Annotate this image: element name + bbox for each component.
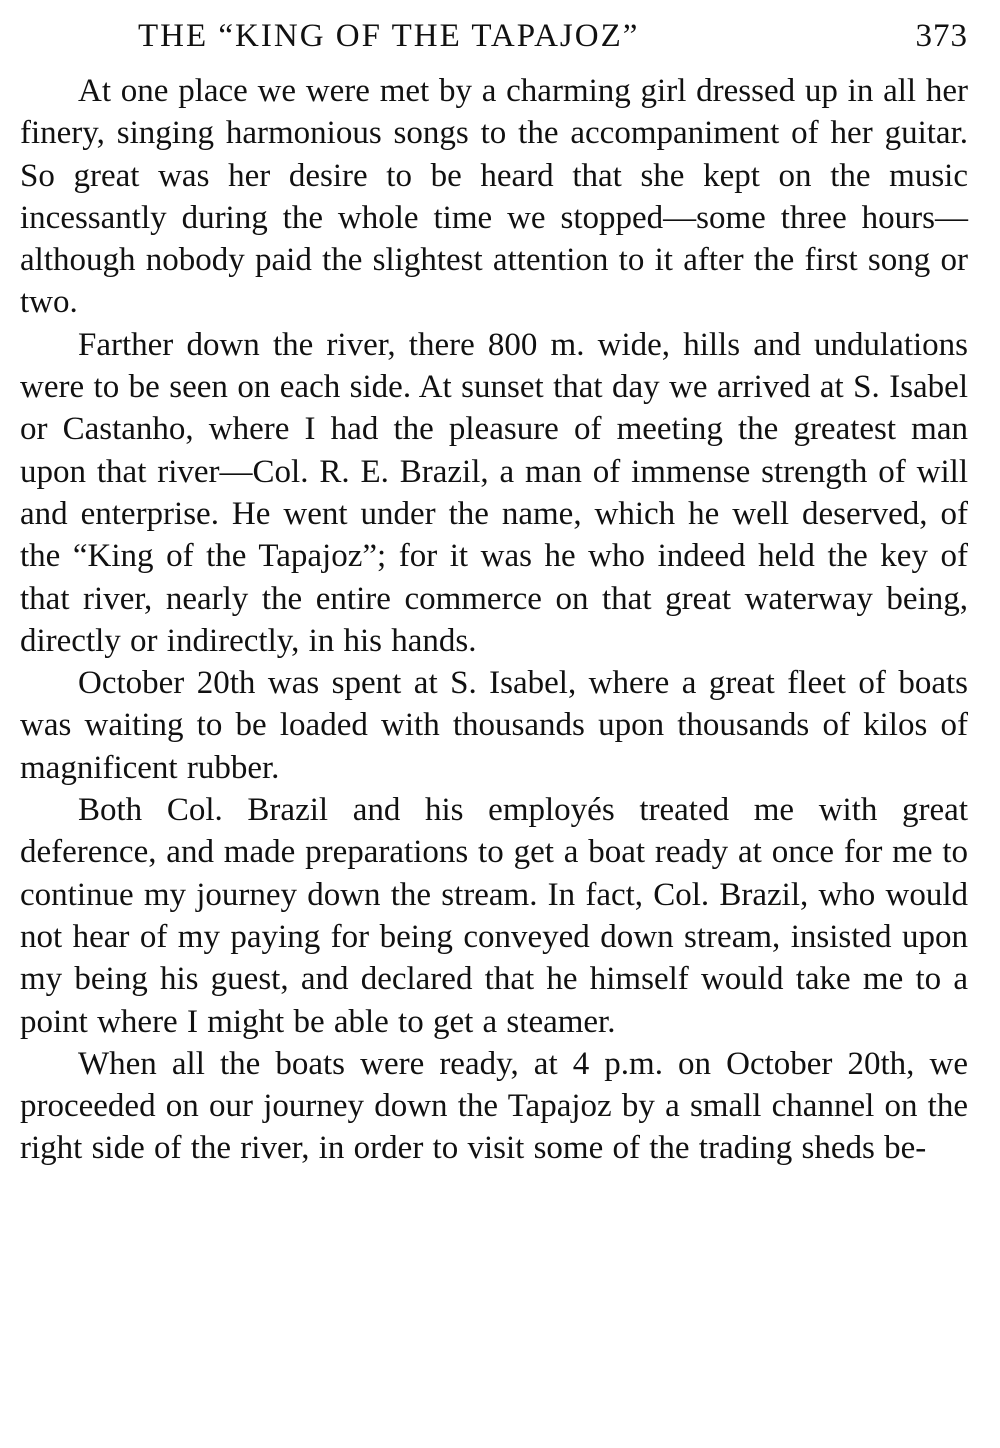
body-text	[20, 70, 968, 1170]
page-number: 373	[915, 18, 968, 54]
book-page	[20, 10, 968, 1170]
running-title: THE “KING OF THE TAPAJOZ”	[138, 18, 640, 54]
paragraph-4: Both Col. Brazil and his employés treated me with great deference, and made preparations to get a boat ready at once for me to continue my journey down the stream. In fact, Col. Brazil, who would not hear of my paying for being conveyed down stream, insisted upon my being his guest, and declared that he himself would take me to a point where I might be able to get a steamer.	[20, 792, 968, 1040]
paragraph-1: At one place we were met by a charming girl dressed up in all her finery, singing harmonious songs to the accompaniment of her guitar. So great was her desire to be heard that she kept on the music incessantly during the whole time we stopped—some three hours—although nobody paid the slightest attention to it after the first song or two.	[20, 73, 968, 321]
paragraph-2: Farther down the river, there 800 m. wide, hills and undulations were to be seen on each side. At sunset that day we arrived at S. Isabel or Castanho, where I had the pleasure of meeting the greatest man upon that river—Col. R. E. Brazil, a man of immense strength of will and enterprise. He went under the name, which he well deserved, of the “King of the Tapajoz”; for it was he who indeed held the key of that river, nearly the entire commerce on that great waterway being, directly or indirectly, in his hands.	[20, 326, 968, 659]
paragraph-5: When all the boats were ready, at 4 p.m. on October 20th, we proceeded on our journey down the Tapajoz by a small channel on the right side of the river, in order to visit some of the trading sheds be-	[20, 1045, 968, 1167]
running-head	[20, 10, 968, 62]
paragraph-3: October 20th was spent at S. Isabel, where a great fleet of boats was waiting to be loaded with thousands upon thousands of kilos of magnificent rubber.	[20, 665, 968, 786]
